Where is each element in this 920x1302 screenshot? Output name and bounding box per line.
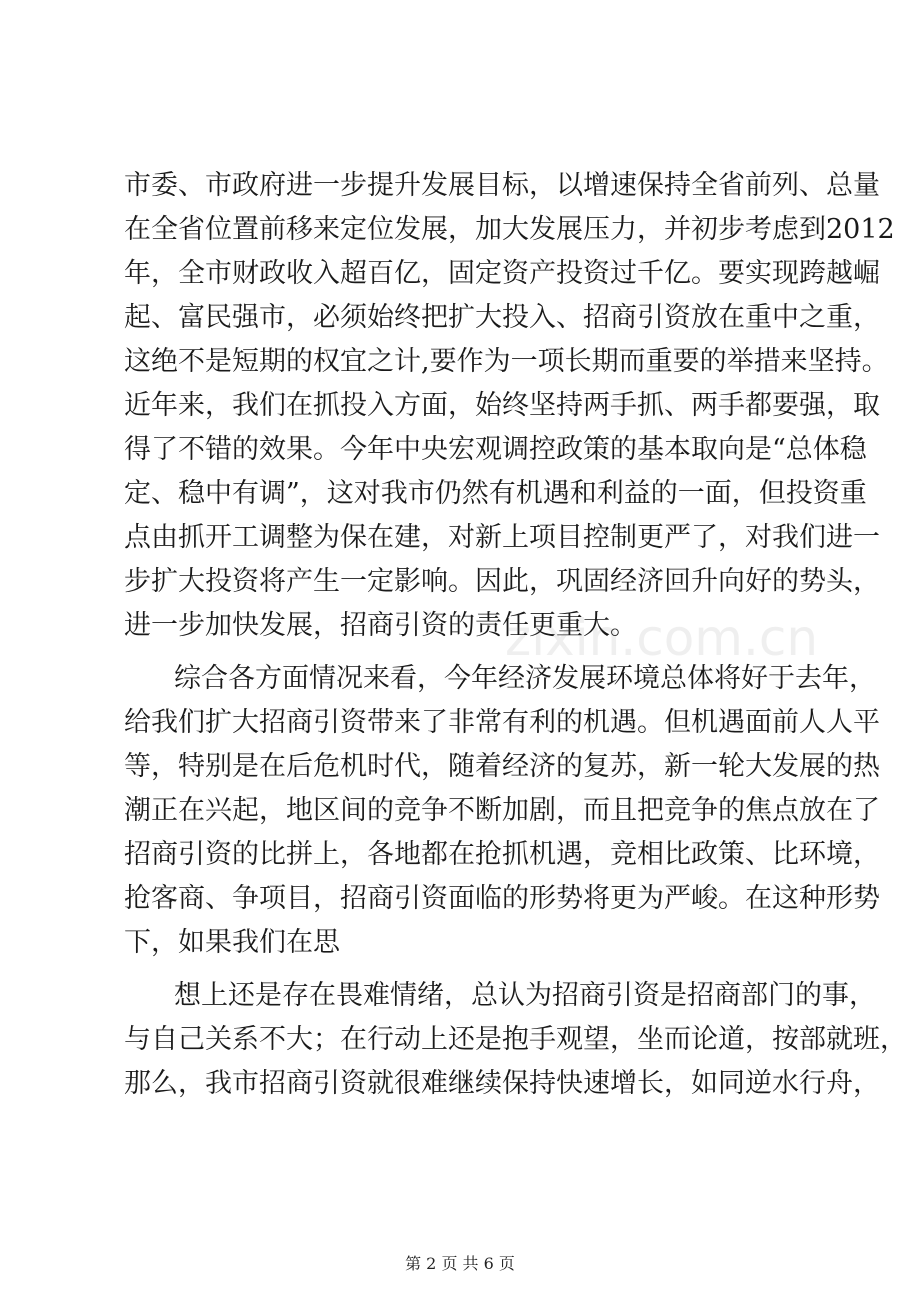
text-line: 得了不错的效果。今年中央宏观调控政策的基本取向是“总体稳 xyxy=(124,434,867,465)
text-line: 市委、市政府进一步提升发展目标，以增速保持全省前列、总量 xyxy=(124,170,880,201)
text-line: 给我们扩大招商引资带来了非常有利的机遇。但机遇面前人人平 xyxy=(124,707,880,738)
page-footer: 第 2 页 共 6 页 xyxy=(405,1254,515,1273)
text-line: 进一步加快发展，招商引资的责任更重大。 xyxy=(124,610,637,641)
text-line: 这绝不是短期的权宜之计,要作为一项长期而重要的举措来坚持。 xyxy=(124,346,889,377)
text-line: 步扩大投资将产生一定影响。因此，巩固经济回升向好的势头， xyxy=(124,566,880,597)
text-line: 抢客商、争项目，招商引资面临的形势将更为严峻。在这种形势 xyxy=(124,883,880,914)
text-line: 起、富民强市，必须始终把扩大投入、招商引资放在重中之重， xyxy=(124,302,880,333)
text-line: 定、稳中有调”，这对我市仍然有机遇和利益的一面，但投资重 xyxy=(124,478,867,509)
text-line: 综合各方面情况来看，今年经济发展环境总体将好于去年， xyxy=(174,663,876,694)
text-line: 招商引资的比拼上，各地都在抢抓机遇，竞相比政策、比环境， xyxy=(124,839,880,870)
text-line: 下，如果我们在思 xyxy=(124,927,340,958)
text-line: 想上还是存在畏难情绪，总认为招商引资是招商部门的事， xyxy=(174,980,876,1011)
text-line: 近年来，我们在抓投入方面，始终坚持两手抓、两手都要强，取 xyxy=(124,390,880,421)
text-line: 与自己关系不大；在行动上还是抱手观望，坐而论道，按部就班， xyxy=(124,1024,907,1055)
text-line: 在全省位置前移来定位发展，加大发展压力，并初步考虑到2012 xyxy=(124,214,895,245)
text-line: 等，特别是在后危机时代，随着经济的复苏，新一轮大发展的热 xyxy=(124,751,880,782)
text-line: 点由抓开工调整为保在建，对新上项目控制更严了，对我们进一 xyxy=(124,522,880,553)
text-line: 那么，我市招商引资就很难继续保持快速增长，如同逆水行舟， xyxy=(124,1068,880,1099)
text-line: 潮正在兴起，地区间的竞争不断加剧，而且把竞争的焦点放在了 xyxy=(124,795,880,826)
text-line: 年，全市财政收入超百亿，固定资产投资过千亿。要实现跨越崛 xyxy=(124,258,880,289)
watermark: zixin.com.cn xyxy=(505,609,819,667)
